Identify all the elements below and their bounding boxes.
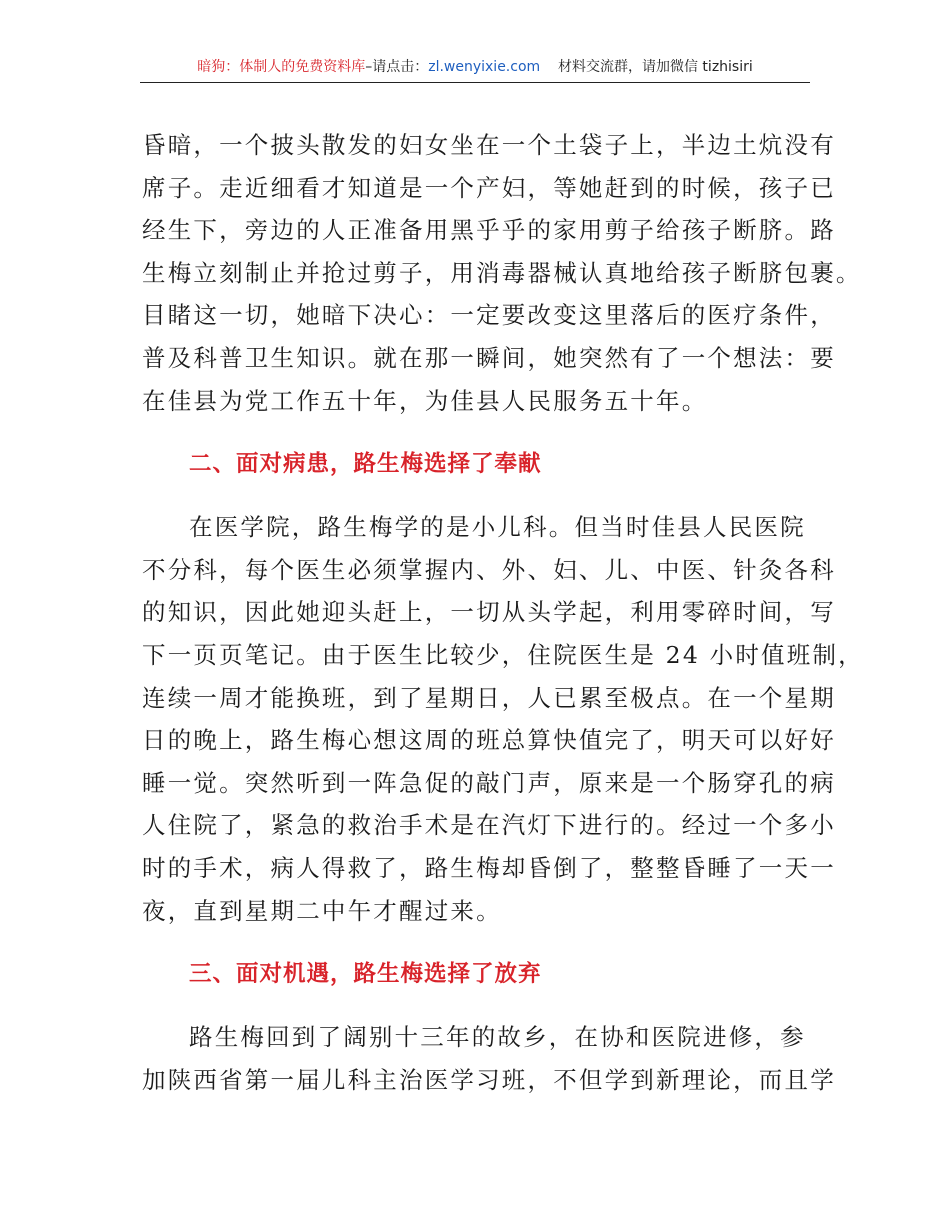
text-line: 路生梅回到了阔别十三年的故乡，在协和医院进修，参 [189, 1023, 806, 1052]
text-line: 席子。走近细看才知道是一个产妇，等她赶到的时候，孩子已 [142, 173, 836, 202]
text-line: 经生下，旁边的人正准备用黑乎乎的家用剪子给孩子断脐。路 [142, 216, 836, 245]
text-line: 睡一觉。突然听到一阵急促的敲门声，原来是一个肠穿孔的病 [142, 768, 836, 797]
text-line: 日的晚上，路生梅心想这周的班总算快值完了，明天可以好好 [142, 726, 836, 755]
header-group-note: 材料交流群，请加微信 tizhisiri [557, 59, 753, 75]
header-url-link[interactable]: zl.wenyixie.com [428, 59, 541, 75]
header-click-prompt: –请点击： [365, 59, 429, 75]
text-line: 人住院了，紧急的救治手术是在汽灯下进行的。经过一个多小 [142, 811, 836, 840]
text-line: 时的手术，病人得救了，路生梅却昏倒了，整整昏睡了一天一 [142, 853, 836, 882]
text-line: 夜，直到星期二中午才醒过来。 [142, 896, 502, 925]
paragraph-1 [142, 124, 862, 422]
text-line: 目睹这一切，她暗下决心：一定要改变这里落后的医疗条件， [142, 301, 836, 330]
paragraph-3 [142, 1016, 836, 1101]
section-heading-2: 二、面对病患，路生梅选择了奉献 [189, 451, 542, 478]
paragraph-2 [142, 506, 864, 932]
text-line: 在医学院，路生梅学的是小儿科。但当时佳县人民医院 [189, 513, 806, 542]
text-line: 昏暗，一个披头散发的妇女坐在一个土袋子上，半边土炕没有 [142, 131, 836, 159]
text-line: 下一页页笔记。由于医生比较少，住院医生是 24 小时值班制， [142, 640, 864, 669]
text-line: 的知识，因此她迎头赶上，一切从头学起，利用零碎时间，写 [142, 598, 836, 627]
text-line: 不分科，每个医生必须掌握内、外、妇、儿、中医、针灸各科 [142, 555, 836, 584]
text-line: 在佳县为党工作五十年，为佳县人民服务五十年。 [142, 386, 708, 415]
header-brand: 暗狗：体制人的免费资料库 [197, 59, 366, 75]
text-line: 连续一周才能换班，到了星期日，人已累至极点。在一个星期 [142, 683, 836, 712]
section-heading-3: 三、面对机遇，路生梅选择了放弃 [189, 961, 542, 988]
document-body [142, 124, 864, 1101]
text-line: 生梅立刻制止并抢过剪子，用消毒器械认真地给孩子断脐包裹。 [142, 258, 862, 287]
text-line: 普及科普卫生知识。就在那一瞬间，她突然有了一个想法：要 [142, 343, 836, 372]
text-line: 加陕西省第一届儿科主治医学习班，不但学到新理论，而且学 [142, 1065, 836, 1094]
page-header [140, 56, 810, 83]
